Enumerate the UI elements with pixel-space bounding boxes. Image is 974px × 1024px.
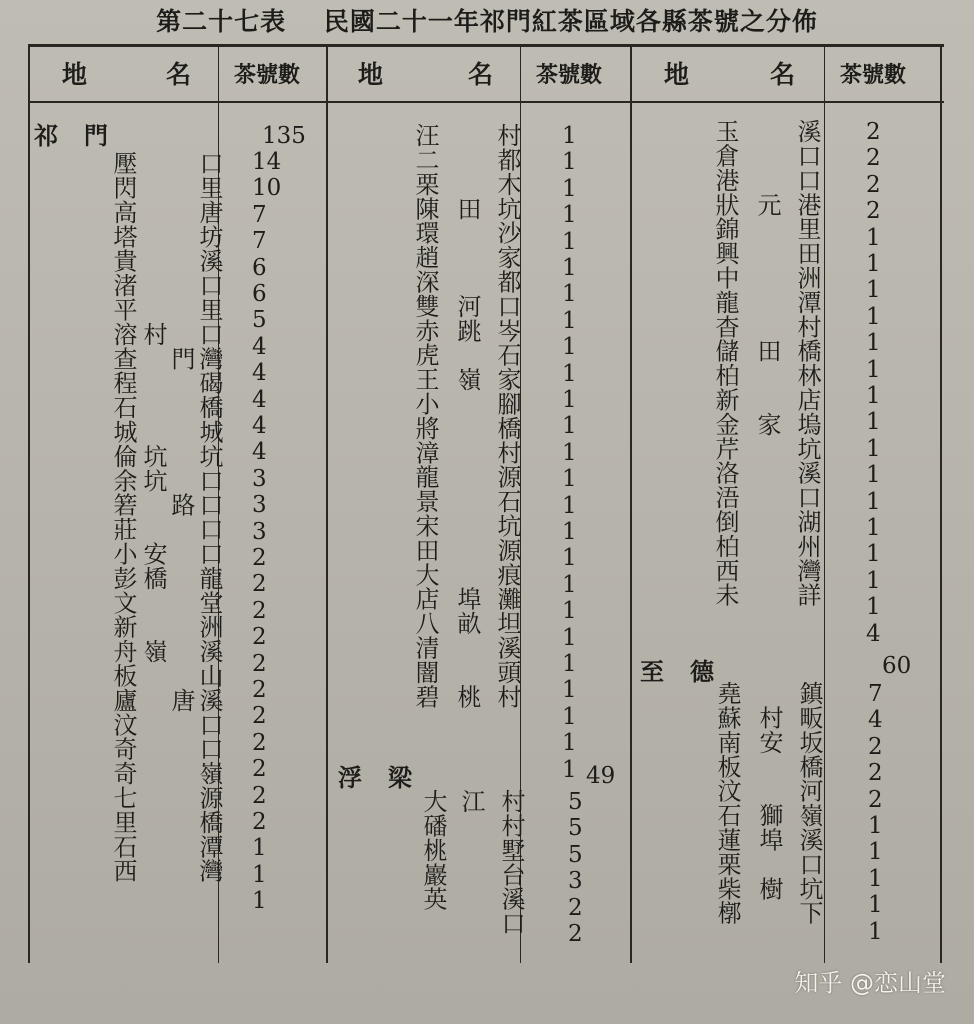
group-fuliang-char-1: 浮 — [338, 763, 362, 792]
header-rule — [28, 101, 944, 103]
c2-sub-counts-value: 2 — [568, 921, 583, 947]
c3-counts-value: 2 — [866, 198, 881, 225]
c1-counts-value: 5 — [252, 307, 267, 334]
c3-sub-names-line-1: 堯蘇南板汶石蓮栗柴槨 — [713, 681, 741, 925]
header-place-1: 地 — [62, 60, 88, 89]
c3-counts-value: 1 — [866, 330, 881, 357]
c2-sub-counts-value: 3 — [568, 868, 583, 895]
c2-counts-value: 1 — [562, 545, 577, 572]
group-qimen — [34, 123, 134, 149]
c1-counts-value: 14 — [252, 149, 282, 175]
header-count-3: 茶號數 — [840, 62, 907, 88]
c3-counts-value: 1 — [866, 277, 881, 304]
c1-counts-value: 6 — [252, 254, 267, 281]
c2-counts-value: 1 — [562, 202, 577, 229]
c2-counts-value: 1 — [562, 439, 577, 466]
c2-sub-names-line-3: 村村墅台溪口 — [497, 789, 525, 936]
group-zhide-char-1: 至 — [640, 657, 664, 686]
c2-counts-value: 1 — [562, 149, 577, 176]
table-number: 第二十七表 — [156, 7, 287, 36]
c3-sub-counts-value: 2 — [868, 786, 883, 813]
c2-sub-names-line-2: 江 — [457, 789, 485, 911]
group-qimen-total: 135 — [262, 123, 306, 149]
c1-names-line-1: 壓閃高塔貴渚平溶查程石城倫余箬莊小彭文新舟板廬汶奇奇七里石西 — [109, 151, 137, 883]
group-zhide-char-2: 德 — [690, 657, 714, 686]
header-name-3: 名 — [770, 60, 796, 89]
c3-sub-names-line-2: 村安 獅埠 樹 — [755, 681, 783, 901]
c1-counts-value: 2 — [252, 729, 267, 756]
c2-counts-value: 1 — [562, 571, 577, 598]
c3-counts-value: 2 — [866, 145, 881, 172]
header-place-3: 地 — [664, 60, 690, 89]
c1-counts-value: 4 — [252, 439, 267, 466]
c2-counts-value: 1 — [562, 123, 577, 149]
c1-counts-value: 2 — [252, 677, 267, 703]
c3-sub-counts-value: 4 — [868, 707, 883, 734]
c1-names-line-3: 門 路 唐 — [167, 151, 195, 761]
c3-counts-value: 1 — [866, 594, 881, 621]
rule-right — [940, 47, 942, 963]
c2-sub-names-line-1: 大磻桃巖英 — [419, 789, 447, 911]
c3-counts-value: 1 — [866, 224, 881, 251]
c2-counts-value: 1 — [562, 360, 577, 387]
c2-counts-value: 1 — [562, 703, 577, 730]
c3-counts-value: 1 — [866, 356, 881, 383]
c3-sub-counts-value: 1 — [868, 865, 883, 892]
c1-counts-value: 4 — [252, 360, 267, 387]
c3-sub-counts-value: 1 — [868, 813, 883, 839]
c2-sub-counts-value: 5 — [568, 789, 583, 815]
zhihu-watermark: 知乎 @恋山堂 — [794, 969, 946, 997]
c3-counts-value: 1 — [866, 541, 881, 568]
c1-counts-value: 7 — [252, 228, 267, 255]
c3-counts-value: 1 — [866, 435, 881, 462]
c3-sub-names-line-3: 鎮畈坂橋河嶺溪口坑下 — [795, 681, 823, 925]
c3-counts-value: 2 — [866, 119, 881, 145]
table-caption: 民國二十一年祁門紅茶區域各縣茶號之分佈 — [323, 7, 818, 36]
c3-counts-value: 1 — [866, 488, 881, 515]
c1-counts-value: 3 — [252, 465, 267, 492]
c1-counts-value: 2 — [252, 756, 267, 783]
c3-counts-value: 2 — [866, 171, 881, 198]
c3-counts-value: 1 — [866, 462, 881, 489]
c2-counts-value: 1 — [562, 413, 577, 440]
c3-names-line-1: 玉倉港狀錦興中龍杳儲柏新金芹洛浯倒柏西未 — [711, 119, 739, 607]
c3-counts-value: 1 — [866, 409, 881, 436]
c1-counts-value: 3 — [252, 492, 267, 519]
c3-counts-value: 1 — [866, 567, 881, 594]
c1-names-line-4: 口里唐坊溪口里口灣碣橋城坑口口口口龍堂洲溪山溪口口嶺源橋潭灣 — [195, 151, 223, 883]
c2-sub-counts-value: 2 — [568, 894, 583, 921]
rule-col1-right — [326, 47, 328, 963]
c3-counts-value: 1 — [866, 515, 881, 541]
group-qimen-char-2: 門 — [84, 121, 108, 150]
c3-counts-value: 4 — [866, 620, 881, 647]
c2-counts-value: 1 — [562, 651, 577, 677]
c1-names-line-2: 村 坑坑 安橋 嶺 — [139, 151, 167, 737]
c3-sub-counts-value: 1 — [868, 892, 883, 919]
c2-names-line-1: 汪二栗陳環趙深雙赤虎王小將漳龍景宋田大店八清闇碧 — [411, 123, 439, 709]
c3-sub-counts-value: 2 — [868, 733, 883, 760]
c1-counts-value: 6 — [252, 281, 267, 307]
c2-sub-counts-value: 5 — [568, 815, 583, 842]
c3-names-line-3: 溪口口港里田洲潭村橋林店塢坑溪口湖州灣詳 — [793, 119, 821, 607]
header-place-2: 地 — [358, 60, 384, 89]
c2-counts-value: 1 — [562, 281, 577, 308]
rule-col2-right — [630, 47, 632, 963]
c1-counts-value: 2 — [252, 782, 267, 809]
c2-sub-counts-value: 5 — [568, 841, 583, 868]
c1-counts-value: 2 — [252, 703, 267, 730]
c1-counts-value: 10 — [252, 175, 282, 202]
c3-counts-value: 1 — [866, 383, 881, 409]
c1-counts-value: 4 — [252, 333, 267, 360]
c1-counts-value: 2 — [252, 809, 267, 835]
rule-col3-count — [824, 47, 825, 963]
c2-counts-value: 1 — [562, 730, 577, 757]
c1-counts-value: 1 — [252, 861, 267, 888]
c1-counts-value: 4 — [252, 413, 267, 439]
c2-names-line-2: 田 河跳 嶺 埠畝 桃 — [453, 123, 481, 709]
c1-counts-value: 7 — [252, 201, 267, 228]
c3-sub-counts-value: 2 — [868, 760, 883, 787]
c1-counts-value: 3 — [252, 518, 267, 545]
c2-counts-value: 1 — [562, 255, 577, 281]
c2-counts-value: 1 — [562, 492, 577, 519]
c3-sub-counts-value: 1 — [868, 918, 883, 945]
rule-left — [28, 47, 30, 963]
group-fuliang-total: 49 — [586, 763, 616, 789]
c2-counts-value: 1 — [562, 175, 577, 202]
c3-sub-counts-value: 1 — [868, 839, 883, 866]
c2-counts-value: 1 — [562, 334, 577, 361]
c1-counts-value: 2 — [252, 545, 267, 571]
c1-counts-value: 2 — [252, 571, 267, 598]
c1-counts-value: 2 — [252, 650, 267, 677]
c3-sub-counts-value: 7 — [868, 681, 883, 707]
c2-counts-value: 1 — [562, 624, 577, 651]
group-qimen-char-1: 祁 — [34, 121, 58, 150]
c2-counts-value: 1 — [562, 466, 577, 493]
header-count-2: 茶號數 — [536, 62, 603, 88]
c2-counts-value: 1 — [562, 387, 577, 413]
header-name-2: 名 — [468, 60, 494, 89]
group-fuliang — [338, 765, 438, 791]
c2-counts-value: 1 — [562, 307, 577, 334]
c1-counts-value: 2 — [252, 597, 267, 624]
group-fuliang-char-2: 梁 — [388, 763, 412, 792]
c1-counts-value: 1 — [252, 888, 267, 915]
c2-names-line-3: 村都木坑沙家都口岑石家腳橋村源石坑源痕灘坦溪頭村 — [493, 123, 521, 709]
c3-names-line-2: 元 田 家 — [753, 119, 781, 607]
c1-counts-value: 2 — [252, 624, 267, 651]
c2-counts-value: 1 — [562, 228, 577, 255]
distribution-table — [28, 44, 944, 963]
c2-counts-value: 1 — [562, 677, 577, 704]
c2-counts-value: 1 — [562, 756, 577, 783]
table-title — [0, 4, 974, 40]
c3-counts-value: 1 — [866, 251, 881, 277]
c1-counts-value: 1 — [252, 835, 267, 862]
group-zhide-total: 60 — [882, 653, 912, 679]
c2-counts-value: 1 — [562, 598, 577, 625]
c1-counts-value: 4 — [252, 386, 267, 413]
header-name-1: 名 — [166, 60, 192, 89]
c3-counts-value: 1 — [866, 303, 881, 330]
c2-counts-value: 1 — [562, 519, 577, 545]
header-count-1: 茶號數 — [234, 62, 301, 88]
